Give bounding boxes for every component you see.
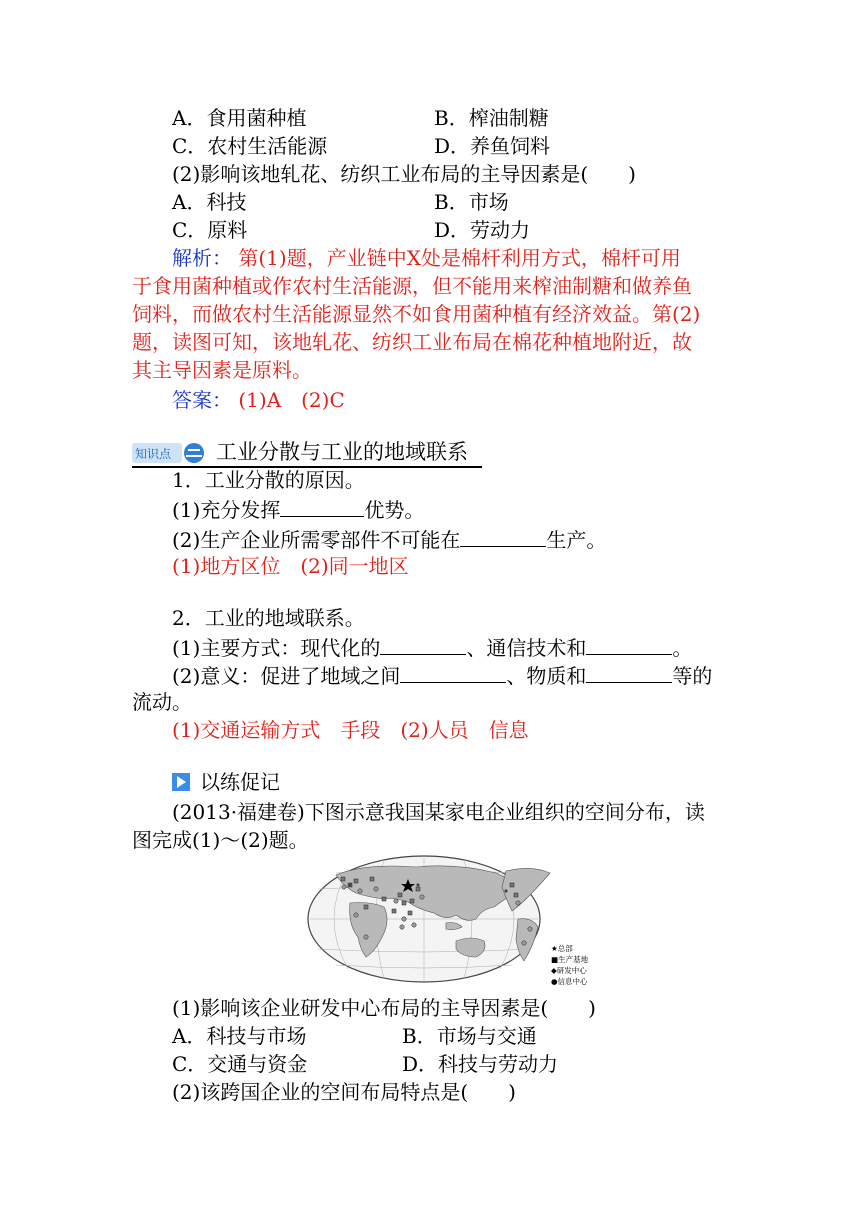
option-b: B．市场 — [434, 190, 509, 214]
section-title: 工业分散与工业的地域联系 — [216, 440, 468, 464]
practice-intro: 图完成(1)～(2)题。 — [132, 828, 309, 852]
world-map-figure — [306, 853, 596, 989]
answer-text: (1)A (2)C — [238, 388, 345, 412]
answer-line — [172, 386, 345, 414]
analysis-label: 解析： — [172, 246, 232, 270]
option-c: C．交通与资金 — [172, 1052, 308, 1076]
analysis-text: 第(1)题，产业链中X处是棉杆利用方式，棉杆可用 — [238, 246, 681, 270]
fill-blank-item — [172, 494, 424, 524]
practice-question-2: (2)该跨国企业的空间布局特点是( ) — [172, 1080, 516, 1104]
option-b: B．榨油制糖 — [434, 106, 549, 130]
legend-headquarters: ★总部 — [551, 944, 573, 953]
item-text: (2)意义：促进了地域之间 — [172, 664, 401, 688]
practice-intro: (2013·福建卷)下图示意我国某家电企业组织的空间分布，读 — [172, 800, 705, 824]
analysis-line: 其主导因素是原料。 — [132, 358, 312, 382]
analysis-line: 于食用菌种植或作农村生活能源，但不能用来榨油制糖和做养鱼 — [132, 274, 692, 298]
option-a: A．科技与市场 — [172, 1024, 307, 1048]
option-a: A．科技 — [172, 190, 247, 214]
option-d: D．科技与劳动力 — [402, 1052, 559, 1076]
blank-line — [586, 632, 672, 655]
knowledge-point-badge-icon — [132, 442, 208, 464]
svg-text:知识点: 知识点 — [135, 447, 172, 461]
option-b: B．市场与交通 — [402, 1024, 537, 1048]
fill-blank-item — [172, 632, 692, 662]
item-text: 生产。 — [546, 528, 607, 552]
option-d: D．养鱼饲料 — [434, 134, 551, 158]
blank-answer: (1)交通运输方式 手段 (2)人员 信息 — [172, 718, 529, 742]
blank-line — [380, 632, 466, 655]
practice-heading — [172, 768, 280, 796]
practice-title: 以练促记 — [200, 770, 280, 794]
item-text: 、通信技术和 — [466, 636, 587, 660]
answer-label: 答案： — [172, 388, 232, 412]
legend-info-center: ●信息中心 — [551, 977, 588, 986]
option-c: C．农村生活能源 — [172, 134, 328, 158]
item-text: (1)主要方式：现代化的 — [172, 636, 381, 660]
practice-question-1: (1)影响该企业研发中心布局的主导因素是( ) — [172, 996, 596, 1020]
fill-blank-item — [172, 524, 606, 554]
play-triangle-icon — [172, 773, 190, 791]
blank-line — [280, 494, 364, 517]
blank-answer: (1)地方区位 (2)同一地区 — [172, 554, 409, 578]
item-text: 优势。 — [364, 498, 425, 522]
subsection-title: 1．工业分散的原因。 — [172, 468, 365, 492]
blank-line — [400, 660, 506, 683]
analysis-line: 饲料，而做农村生活能源显然不如食用菌种植有经济效益。第(2) — [132, 302, 701, 326]
fill-blank-item — [172, 660, 712, 690]
item-text: (1)充分发挥 — [172, 498, 281, 522]
item-text: 。 — [672, 636, 693, 660]
item-text: (2)生产企业所需零部件不可能在 — [172, 528, 461, 552]
option-c: C．原料 — [172, 218, 248, 242]
option-d: D．劳动力 — [434, 218, 531, 242]
item-text: 等的 — [672, 664, 713, 688]
subsection-title: 2．工业的地域联系。 — [172, 606, 365, 630]
item-continuation: 流动。 — [132, 690, 192, 714]
blank-line — [460, 524, 546, 547]
question-2-stem: (2)影响该地轧花、纺织工业布局的主导因素是( ) — [172, 162, 636, 186]
analysis-line: 题，读图可知，该地轧花、纺织工业布局在棉花种植地附近，故 — [132, 330, 692, 354]
blank-line — [586, 660, 672, 683]
item-text: 、物质和 — [506, 664, 587, 688]
section-heading — [132, 438, 482, 468]
legend-production-base: ■生产基地 — [551, 955, 589, 964]
option-a: A．食用菌种植 — [172, 106, 307, 130]
analysis-line — [172, 244, 681, 272]
legend-rd-center: ◆研发中心 — [551, 966, 587, 975]
